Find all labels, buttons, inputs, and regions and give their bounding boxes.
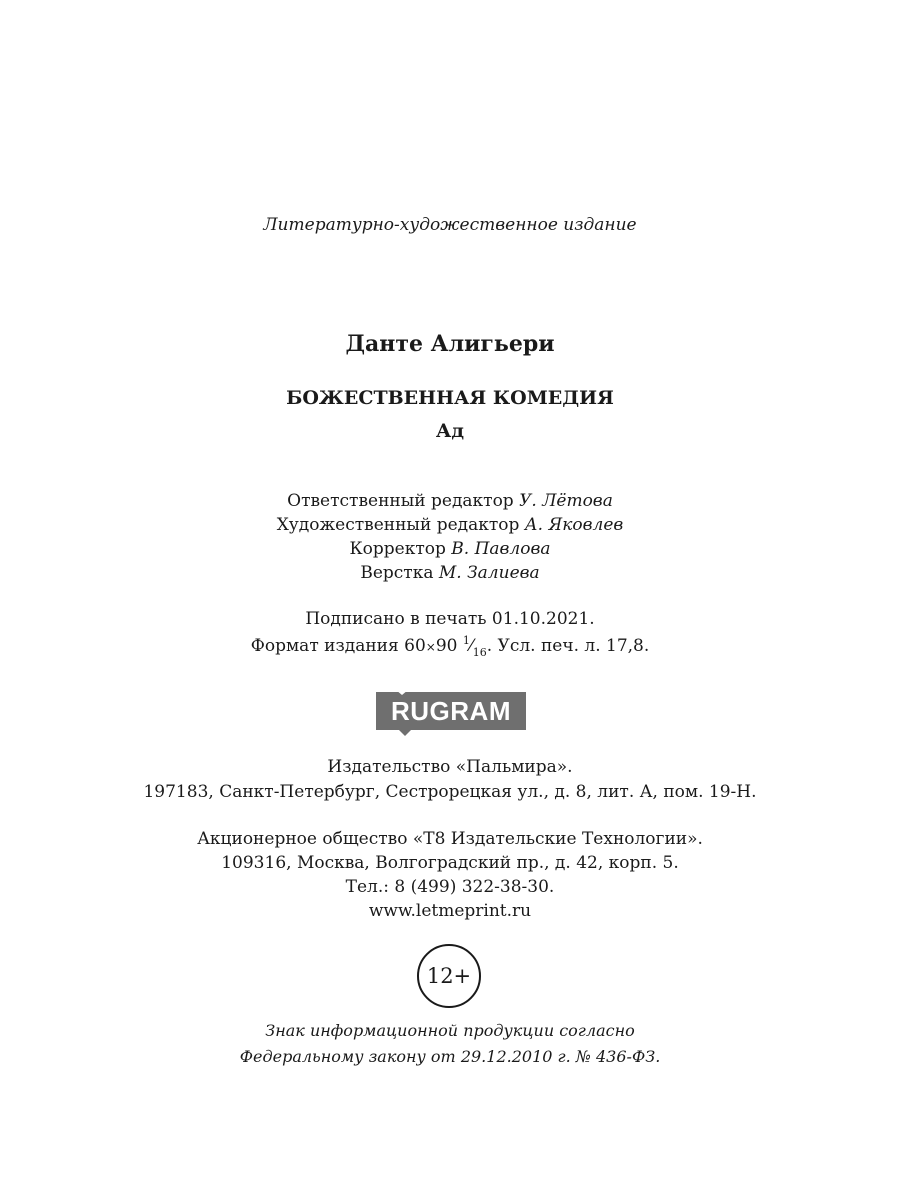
credit-role: Верстка (360, 563, 434, 583)
book-title: БОЖЕСТВЕННАЯ КОМЕДИЯ (286, 387, 614, 409)
credit-person: В. Павлова (451, 539, 551, 559)
credit-role: Ответственный редактор (287, 491, 514, 511)
format-fraction-slash: ⁄ (469, 636, 473, 656)
format-times: × (425, 640, 436, 654)
print-format (0, 634, 900, 659)
credit-person: М. Залиева (438, 563, 540, 583)
printer-website: www.letmeprint.ru (368, 901, 532, 921)
credit-person: У. Лётова (519, 491, 613, 511)
print-signed-date: Подписано в печать 01.10.2021. (305, 609, 595, 629)
credit-art-editor (0, 515, 900, 535)
format-fraction-numerator: 1 (462, 634, 470, 647)
credit-proofreader (0, 539, 900, 559)
credit-role: Художественный редактор (276, 515, 520, 535)
age-rating-badge: 12+ (417, 944, 481, 1008)
edition-type: Литературно-художественное издание (263, 215, 637, 235)
publisher-address: 197183, Санкт-Петербург, Сестрорецкая ул., д. 8, лит. А, пом. 19-Н. (143, 782, 757, 802)
rugram-logo (376, 690, 526, 736)
credit-role: Корректор (349, 539, 446, 559)
logo-tail (399, 730, 411, 736)
info-notice-line-1: Знак информационной продукции согласно (265, 1021, 635, 1040)
book-subtitle: Ад (435, 420, 465, 442)
credit-layout (0, 563, 900, 583)
publisher-name: Издательство «Пальмира». (327, 757, 573, 777)
credit-person: А. Яковлев (524, 515, 624, 535)
format-height: 90 (435, 636, 458, 656)
printer-address: 109316, Москва, Волгоградский пр., д. 42, корп. 5. (221, 853, 679, 873)
format-print-sheets: . Усл. печ. л. 17,8. (486, 636, 650, 656)
book-author: Данте Алигьери (345, 331, 555, 357)
logo-text: RUGRAM (376, 692, 526, 730)
format-label: Формат издания (250, 636, 399, 656)
logo-notch (396, 690, 408, 695)
format-width: 60 (404, 636, 426, 656)
printer-name: Акционерное общество «Т8 Издательские Технологии». (197, 829, 703, 849)
info-notice-line-2: Федеральному закону от 29.12.2010 г. № 436-ФЗ. (239, 1047, 661, 1066)
credit-executive-editor (0, 491, 900, 511)
printer-phone: Тел.: 8 (499) 322-38-30. (345, 877, 555, 897)
format-fraction-denominator: 16 (472, 646, 487, 659)
